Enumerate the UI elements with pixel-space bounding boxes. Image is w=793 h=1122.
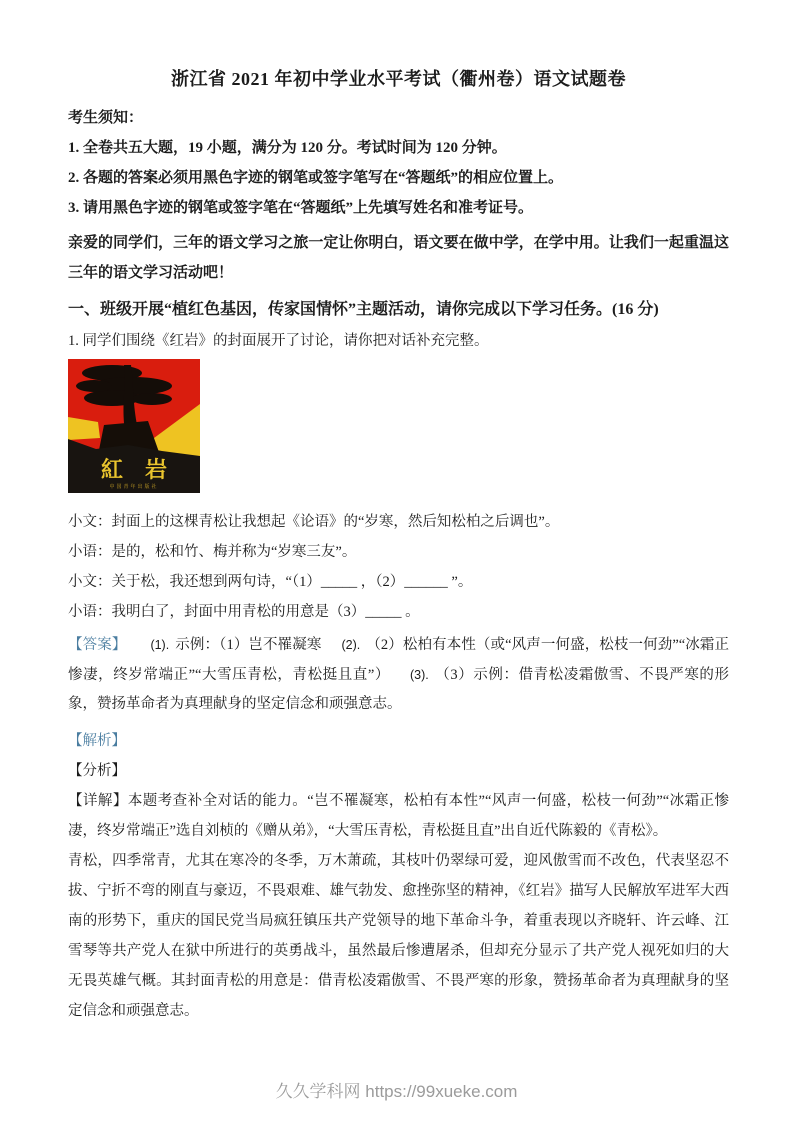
answer-marker-3: (3).	[409, 667, 429, 682]
intro-paragraph: 亲爱的同学们，三年的语文学习之旅一定让你明白，语文要在做中学，在学中用。让我们一起重温这三年的语文学习活动吧！	[68, 235, 729, 281]
page-title: 浙江省 2021 年初中学业水平考试（衢州卷）语文试题卷	[171, 69, 626, 89]
dialogue-line-1: 小文：封面上的这棵青松让我想起《论语》的“岁寒，然后知松柏之后调也”。	[68, 514, 560, 530]
detail-label: 【详解】	[68, 792, 128, 809]
dialogue-line-4: 小语：我明白了，封面中用青松的用意是（3）_____ 。	[68, 604, 420, 620]
answer-marker-2: (2).	[341, 638, 361, 652]
answer-text-1: 示例：（1）岂不罹凝寒	[175, 637, 322, 653]
cover-imprint-text: 中国青年出版社	[109, 485, 159, 490]
notice-item-3: 3. 请用黑色字迹的钢笔或签字笔在“答题纸”上先填写姓名和准考证号。	[68, 200, 534, 216]
notice-item-2: 2. 各题的答案必须用黑色字迹的钢笔或签字笔写在“答题纸”的相应位置上。	[68, 170, 564, 186]
dialogue-line-3: 小文：关于松，我还想到两句诗，“（1）_____ ，（2）______ ”。	[68, 574, 473, 590]
answer-marker-1: (1).	[150, 638, 170, 652]
notice-item-1: 1. 全卷共五大题，19 小题，满分为 120 分。考试时间为 120 分钟。	[68, 140, 507, 156]
book-cover-figure	[68, 359, 729, 493]
cover-title-text: 紅 岩	[100, 457, 168, 482]
book-cover-image	[68, 359, 200, 493]
detail-text-1: 本题考查补全对话的能力。“岂不罹凝寒，松柏有本性”“风声一何盛，松枝一何劲”“冰霜正惨凄，终岁常端正”选自刘桢的《赠从弟》，“大雪压青松，青松挺且直”出自近代陈毅的《青松》。	[68, 792, 729, 839]
dialogue-line-2: 小语：是的，松和竹、梅并称为“岁寒三友”。	[68, 544, 357, 560]
question-1: 1. 同学们围绕《红岩》的封面展开了讨论，请你把对话补充完整。	[68, 333, 489, 349]
detail-paragraph-1	[68, 786, 729, 846]
notice-heading: 考生须知：	[68, 110, 144, 126]
answer-text-3: （3）示例：借青松凌霜傲雪、不畏严寒的形象，赞扬革命者为真理献身的坚定信念和顽强意志。	[68, 666, 730, 712]
section-one-heading: 一、班级开展“植红色基因，传家国情怀”主题活动，请你完成以下学习任务。(16 分)	[68, 301, 659, 318]
answer-label: 【答案】	[68, 637, 127, 653]
answer-paragraph	[68, 631, 729, 720]
fenxi-label: 【分析】	[68, 762, 126, 779]
jiexi-label: 【解析】	[68, 732, 126, 749]
detail-paragraph-2: 青松，四季常青，尤其在寒冷的冬季，万木萧疏，其枝叶仍翠绿可爱，迎风傲雪而不改色，代表坚忍不拔、宁折不弯的刚直与豪迈，不畏艰难、雄气勃发、愈挫弥坚的精神，《红岩》描写人民解放军进军大西南的形势下，重庆的国民党当局疯狂镇压共产党领导的地下革命斗争，着重表现以齐晓轩、许云峰、江雪琴等共产党人在狱中所进行的英勇战斗，虽然最后惨遭屠杀，但却充分显示了共产党人视死如归的大无畏英雄气概。其封面青松的用意是：借青松凌霜傲雪、不畏严寒的形象，赞扬革命者为真理献身的坚定信念和顽强意志。	[68, 852, 729, 1019]
answer-part-1	[150, 637, 321, 653]
answer-text-2: （2）松柏有本性（或“风声一何盛，松枝一何劲”“冰霜正惨凄，终岁常端正”“大雪压青松，青松挺且直”）	[68, 637, 730, 683]
footer-watermark: 久久学科网 https://99xueke.com	[275, 1082, 518, 1101]
